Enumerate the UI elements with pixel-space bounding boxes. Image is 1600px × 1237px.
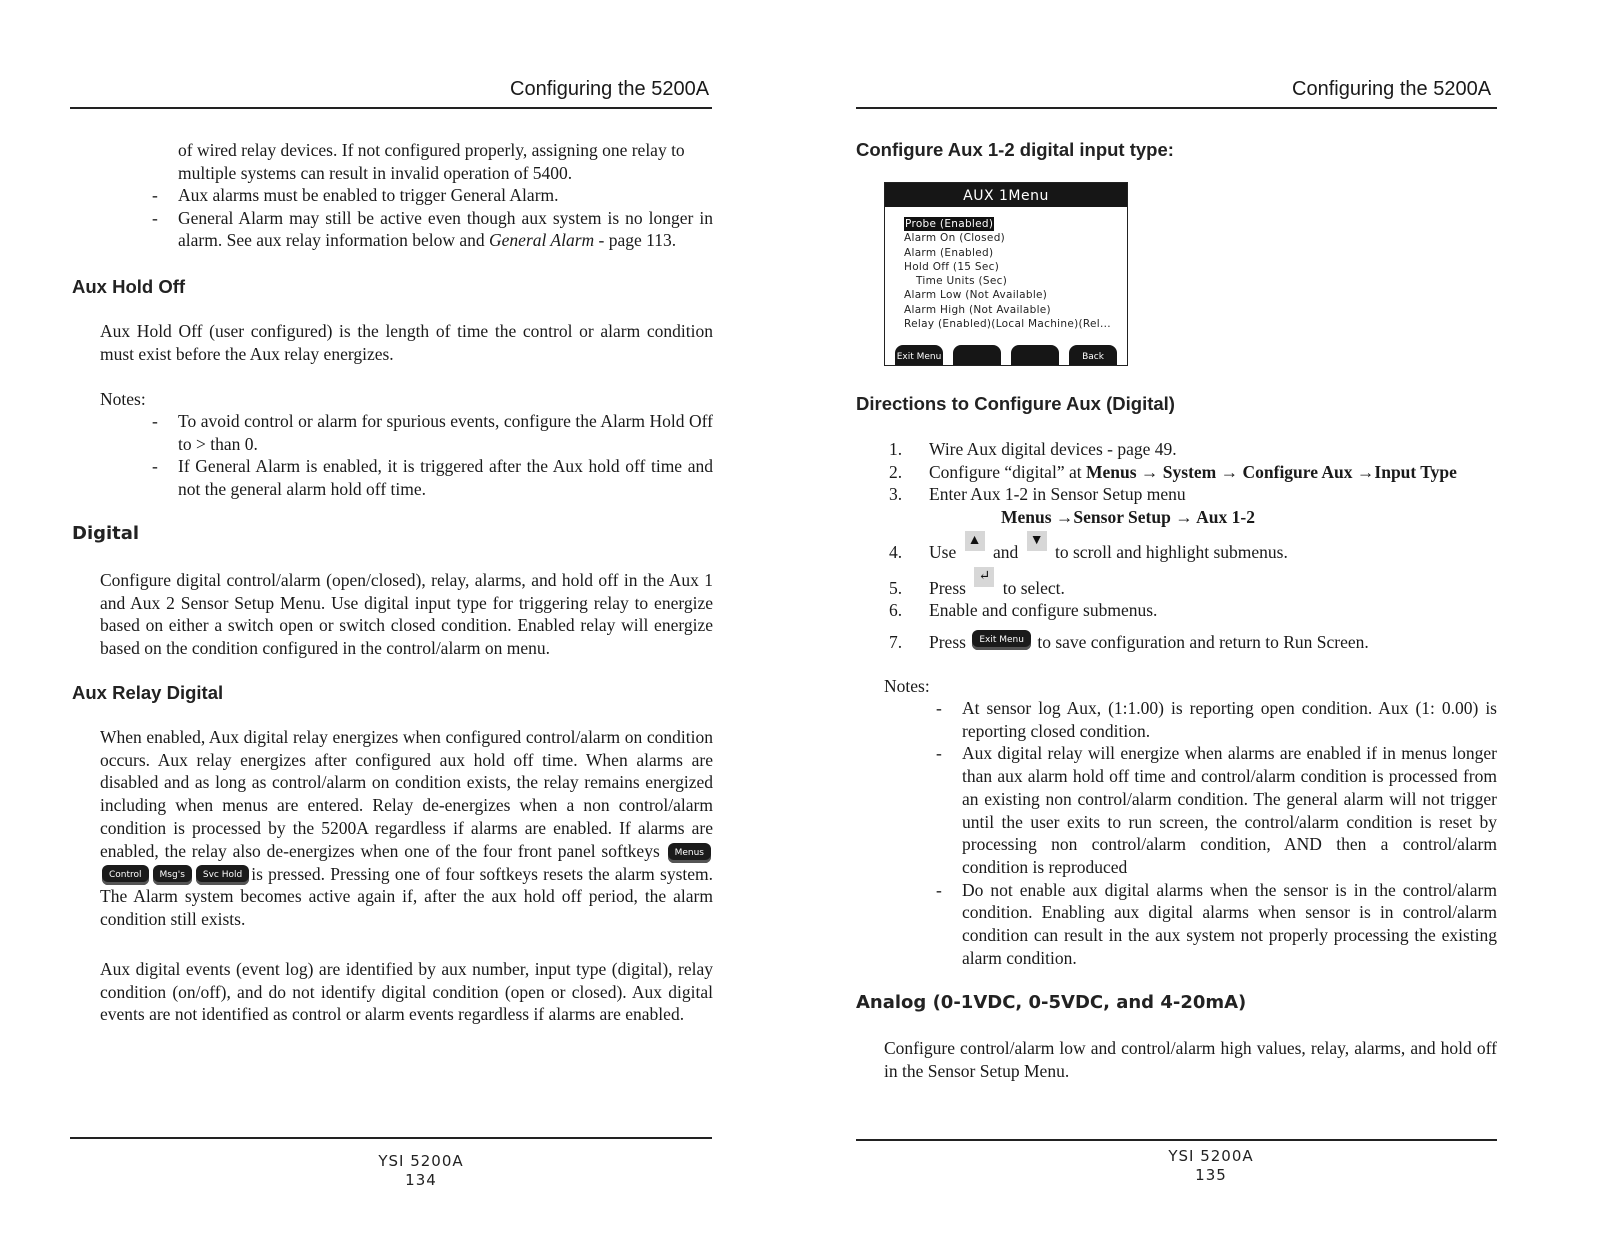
notes-list (936, 697, 1497, 969)
page-footer (361, 1152, 481, 1190)
enter-key-icon: ↵ (974, 567, 994, 587)
up-arrow-key-icon: ▲ (965, 531, 985, 551)
back-softkey: Back (1069, 345, 1117, 365)
footer-product: YSI 5200A (378, 1152, 464, 1170)
intro-line: multiple systems can result in invalid operation of 5400. (178, 162, 573, 183)
menu-item-alarm-high: Alarm High (Not Available) (904, 303, 1051, 316)
section-heading-directions: Directions to Configure Aux (Digital) (856, 393, 1175, 414)
menu-item-alarm-on: Alarm On (Closed) (904, 232, 1006, 245)
right-page (800, 0, 1600, 1237)
msgs-softkey-icon: Msg's (153, 865, 192, 885)
list-item: - To avoid control or alarm for spurious events, configure the Alarm Hold Off to > than 0. (152, 411, 713, 454)
footer-product: YSI 5200A (1168, 1147, 1254, 1165)
notes-label: Notes: (100, 389, 146, 409)
list-item: - Aux alarms must be enabled to trigger General Alarm. (152, 185, 559, 205)
aux-menu-title: AUX 1Menu (885, 183, 1127, 207)
page-footer (1151, 1147, 1271, 1185)
list-item: - General Alarm may still be active even though aux system is no longer in alarm. See aux relay information below and General Alarm - page 113. (152, 207, 713, 251)
exit-menu-softkey: Exit Menu (895, 345, 943, 365)
aux-relay-digital-body: When enabled, Aux digital relay energizes when configured control/alarm on condition occurs. Aux relay energizes after configured aux hold off time. When alarms are disabled and as long as control/alarm on condition exists, the relay remains energized including when menus are entered. Relay de-energizes when a non control/alarm condition is processed by the 5200A regardless if alarms are enabled. If alarms are enabled, the relay also de-energizes when one of the four front panel softkeys MenusControl Msg's Svc Hold is pressed. Pressing one of four softkeys resets the alarm system. The Alarm system becomes active again if, after the aux hold off period, the alarm condition still exists. (100, 727, 713, 930)
blank-softkey (953, 345, 1001, 365)
aux-menu-softkeys (895, 343, 1119, 365)
section-heading-analog: Analog (0-1VDC, 0-5VDC, and 4-20mA) (856, 992, 1247, 1013)
menu-item-hold-off: Hold Off (15 Sec) (904, 260, 1000, 273)
menus-softkey-icon: Menus (668, 843, 711, 863)
step-item: 1. Wire Aux digital devices - page 49. (889, 439, 1177, 459)
page-header: Configuring the 5200A (1292, 78, 1492, 100)
step-item: 6. Enable and configure submenus. (889, 600, 1158, 621)
section-heading-aux-hold-off: Aux Hold Off (72, 276, 186, 297)
aux-hold-off-body: Aux Hold Off (user configured) is the length of time the control or alarm condition must exist before the Aux relay energizes. (100, 321, 713, 364)
intro-line: of wired relay devices. If not configured properly, assigning one relay to (178, 140, 685, 160)
blank-softkey (1011, 345, 1059, 365)
footer-rule (70, 1137, 712, 1139)
svc-hold-softkey-icon: Svc Hold (196, 865, 249, 885)
footer-rule (856, 1139, 1497, 1141)
list-item: - Aux digital relay will energize when alarms are enabled if in menus longer than aux alarm hold off time and control/alarm condition is processed from an existing non control/alarm condition. The general alarm will not trigger until the user exits to run screen, the control/alarm condition is reset by processing non control/alarm condition, AND then a control/alarm condition is reproduced (936, 743, 1497, 877)
step-item: 2. Configure “digital” at Menus → System → Configure Aux →Input Type (889, 461, 1457, 482)
directions-steps (889, 438, 1457, 654)
section-heading-digital: Digital (72, 523, 140, 544)
header-rule (856, 107, 1497, 109)
section-heading-aux-relay-digital: Aux Relay Digital (72, 682, 224, 703)
analog-body: Configure control/alarm low and control/alarm high values, relay, alarms, and hold off in the Sensor Setup Menu. (884, 1038, 1497, 1081)
aux-menu-screen (884, 182, 1128, 366)
general-alarm-reference: General Alarm (489, 230, 595, 251)
exit-menu-key-icon: Exit Menu (972, 630, 1031, 650)
aux-digital-events-body: Aux digital events (event log) are identified by aux number, input type (digital), relay condition (on/off), and do not identify digital condition (open or closed). Aux digital events are not identified as control or alarm events regardless if alarms are enabled. (100, 959, 713, 1025)
notes-label: Notes: (884, 676, 930, 696)
page-number: 135 (1195, 1166, 1227, 1184)
page-number: 134 (405, 1171, 437, 1189)
aux-hold-off-notes (152, 410, 713, 501)
list-item: - At sensor log Aux, (1:1.00) is reporting open condition. Aux (1: 0.00) is reporting closed condition. (936, 698, 1497, 741)
list-item: - Do not enable aux digital alarms when the sensor is in the control/alarm condition. Enabling aux digital alarms when sensor is in control/alarm condition can result in the aux system not properly processing the existing alarm condition. (936, 879, 1497, 968)
step-item: 5. Press ↵ to select. (889, 568, 1065, 598)
down-arrow-key-icon: ▼ (1027, 531, 1047, 551)
menu-path: Menus → System → Configure Aux →Input Type (1085, 461, 1457, 482)
intro-bullet-list (152, 184, 713, 252)
menu-item-probe: Probe (Enabled) (905, 218, 994, 230)
page-header: Configuring the 5200A (510, 78, 710, 100)
step-item: 3. Enter Aux 1-2 in Sensor Setup menu Menus →Sensor Setup → Aux 1-2 (889, 484, 1255, 528)
header-rule (70, 107, 712, 109)
menu-path: Menus →Sensor Setup → Aux 1-2 (1001, 507, 1255, 528)
step-item: 4. Use ▲ and ▼ to scroll and highlight submenus. (889, 532, 1288, 562)
menu-item-time-units: Time Units (Sec) (916, 275, 1008, 288)
intro-continuation (178, 139, 713, 184)
aux-menu-items (904, 217, 1111, 331)
control-softkey-icon: Control (102, 865, 149, 885)
step-item: 7. Press Exit Menu to save configuration and return to Run Screen. (889, 631, 1457, 654)
menu-item-alarm: Alarm (Enabled) (904, 246, 994, 259)
menu-item-relay: Relay (Enabled)(Local Machine)(Rel... (904, 318, 1111, 331)
section-heading-configure-aux: Configure Aux 1-2 digital input type: (856, 139, 1174, 160)
list-item: - If General Alarm is enabled, it is triggered after the Aux hold off time and not the general alarm hold off time. (152, 456, 713, 500)
digital-body: Configure digital control/alarm (open/closed), relay, alarms, and hold off in the Aux 1 and Aux 2 Sensor Setup Menu. Use digital input type for triggering relay to energize based on either a switch open or switch closed condition. Enabled relay will energize based on the condition configured in the control/alarm on menu. (100, 570, 713, 659)
menu-item-alarm-low: Alarm Low (Not Available) (904, 289, 1048, 302)
